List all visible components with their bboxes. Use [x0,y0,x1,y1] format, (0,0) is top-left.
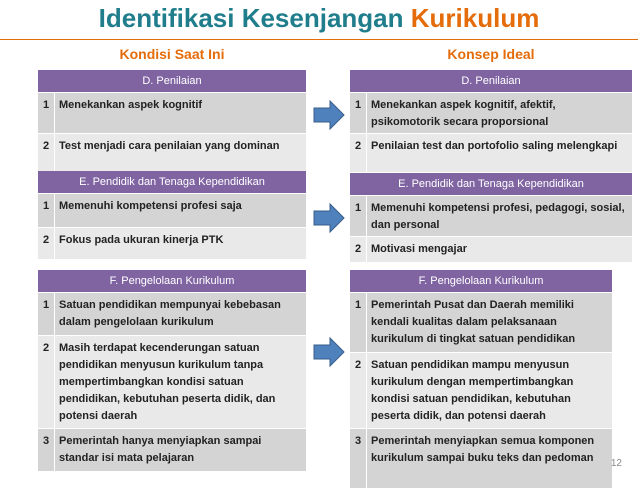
row-number: 1 [350,196,366,236]
table-row [350,352,612,428]
slide-title [0,2,638,34]
table-header: F. Pengelolaan Kurikulum [350,270,612,292]
row-text: Masih terdapat kecenderungan satuan pendidikan menyusun kurikulum tanpa mempertimbangkan kondisi satuan pendidikan, kebutuhan peserta didik, dan potensi daerah [54,336,306,428]
row-text: Menekankan aspek kognitif [54,93,306,133]
table-header: F. Pengelolaan Kurikulum [38,270,306,292]
table-row [38,92,306,133]
table-row [38,292,306,335]
page-number: 12 [610,458,622,469]
row-number: 2 [350,237,366,262]
title-accent: Kurikulum [410,3,540,33]
row-text: Memenuhi kompetensi profesi saja [54,194,306,227]
row-text: Satuan pendidikan mampu menyusun kurikulum dengan mempertimbangkan kondisi satuan pendidikan, kebutuhan peserta didik, dan potensi daerah [366,353,612,428]
row-text: Pemerintah hanya menyiapkan sampai standar isi mata pelajaran [54,429,306,471]
table-header: E. Pendidik dan Tenaga Kependidikan [350,173,632,195]
row-number: 2 [350,134,366,172]
row-number: 2 [38,336,54,428]
table-row [38,335,306,428]
left-column-heading: Kondisi Saat Ini [119,46,225,62]
table-row [350,236,632,262]
right-arrow-icon [313,99,345,131]
left-pengelolaan-table [38,270,306,471]
row-text: Fokus pada ukuran kinerja PTK [54,228,306,259]
left-penilaian-table [38,70,306,172]
row-number: 1 [38,194,54,227]
table-row [38,133,306,172]
row-text: Pemerintah Pusat dan Daerah memiliki kendali kualitas dalam pelaksanaan kurikulum di tingkat satuan pendidikan [366,293,612,352]
row-text: Motivasi mengajar [366,237,632,262]
table-row [350,428,612,488]
row-number: 1 [350,293,366,352]
table-row [350,92,632,133]
table-row [350,133,632,172]
row-number: 1 [38,93,54,133]
row-number: 3 [350,429,366,488]
row-number: 2 [350,353,366,428]
table-header: D. Penilaian [38,70,306,92]
table-row [38,428,306,471]
right-pengelolaan-table [350,270,612,488]
title-divider [0,39,638,40]
row-text: Test menjadi cara penilaian yang dominan [54,134,306,172]
table-header: E. Pendidik dan Tenaga Kependidikan [38,171,306,193]
row-number: 3 [38,429,54,471]
row-number: 2 [38,228,54,259]
row-number: 1 [38,293,54,335]
table-header: D. Penilaian [350,70,632,92]
table-row [350,195,632,236]
right-penilaian-table [350,70,632,172]
row-text: Menekankan aspek kognitif, afektif, psikomotorik secara proporsional [366,93,632,133]
row-text: Memenuhi kompetensi profesi, pedagogi, sosial, dan personal [366,196,632,236]
right-pendidik-table [350,173,632,262]
table-row [350,292,612,352]
row-text: Pemerintah menyiapkan semua komponen kurikulum sampai buku teks dan pedoman [366,429,612,488]
left-pendidik-table [38,171,306,259]
right-column-heading: Konsep Ideal [447,46,535,62]
row-number: 2 [38,134,54,172]
row-text: Satuan pendidikan mempunyai kebebasan dalam pengelolaan kurikulum [54,293,306,335]
row-number: 1 [350,93,366,133]
row-text: Penilaian test dan portofolio saling melengkapi [366,134,632,172]
table-row [38,227,306,259]
title-main: Identifikasi Kesenjangan [98,3,411,33]
table-row [38,193,306,227]
right-arrow-icon [313,336,345,368]
right-arrow-icon [313,202,345,234]
